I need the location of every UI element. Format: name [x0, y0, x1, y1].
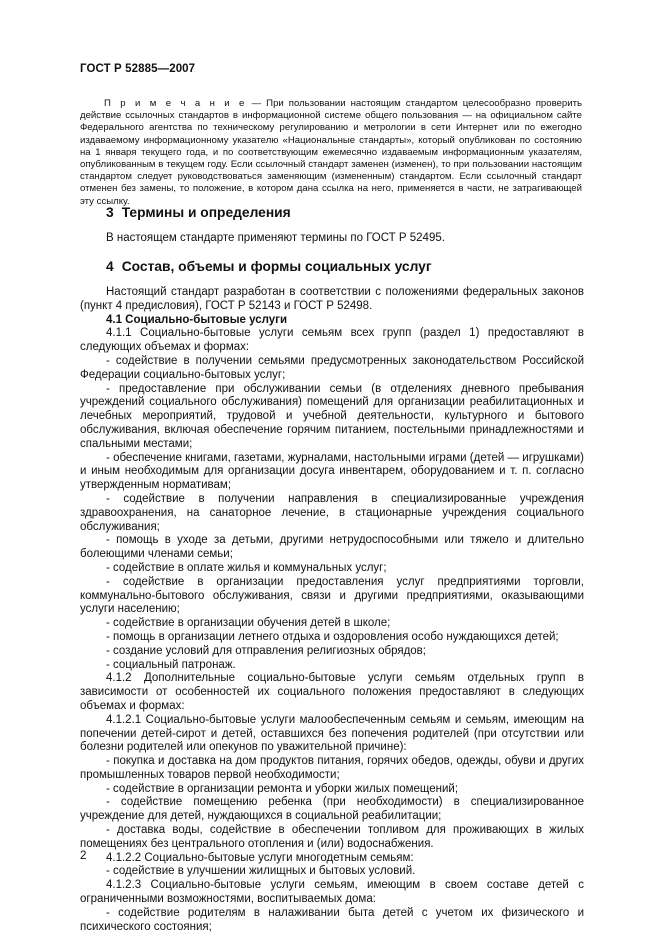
list-item: - предоставление при обслуживании семьи (в отделениях дневного пребывания учреждений социального обслуживания) помещений для организации реабилитационных и лечебных мероприятий, трудовой и учебной деятельности, культурного и бытового обслуживания, включая обеспечение горячим питанием, постельными принадлежностями и спальными местами;	[80, 382, 584, 450]
list-item: - покупка и доставка на дом продуктов питания, горячих обедов, одежды, обуви и других промышленных товаров первой необходимости;	[80, 755, 584, 781]
list-item: - содействие в оплате жилья и коммунальных услуг;	[106, 561, 387, 574]
list-item: - создание условий для отправления религиозных обрядов;	[106, 644, 426, 657]
paragraph: 4.1.2.1 Социально-бытовые услуги малообеспеченным семьям и семьям, имеющим на попечении детей-сирот и детей, оставшихся без попечения родителей (при отсутствии или болезни родителей или опекунов по уважительной причине):	[80, 713, 584, 754]
page-number: 2	[80, 850, 87, 862]
list-item: - содействие в организации предоставления услуг предприятиями торговли, коммунально-бытового обслуживания, связи и другими предприятиями, оказывающими услуги населению;	[80, 575, 584, 616]
section-3-text: В настоящем стандарте применяют термины по ГОСТ Р 52495.	[106, 232, 445, 244]
list-item: - содействие в улучшении жилищных и бытовых условий.	[106, 865, 416, 878]
list-item: - содействие родителям в налаживании быта детей с учетом их физического и психического состояния;	[80, 906, 584, 933]
paragraph: Настоящий стандарт разработан в соответствии с положениями федеральных законов (пункт 4 предисловия), ГОСТ Р 52143 и ГОСТ Р 52498.	[80, 286, 584, 312]
paragraph: 4.1.1 Социально-бытовые услуги семьям всех групп (раздел 1) предоставляют в следующих объемах и формах:	[80, 327, 584, 354]
subsection-4-1-heading: 4.1 Социально-бытовые услуги	[106, 313, 288, 326]
note-prefix: П р и м е ч а н и е	[104, 98, 247, 109]
list-item: - социальный патронаж.	[106, 658, 236, 671]
document-header: ГОСТ Р 52885—2007	[80, 63, 196, 75]
list-item: - помощь в уходе за детьми, другими нетрудоспособными или тяжело и длительно болеющими членами семьи;	[80, 534, 584, 561]
list-item: - помощь в организации летнего отдыха и оздоровления особо нуждающихся детей;	[106, 630, 559, 643]
note-block	[80, 98, 582, 208]
list-item: - содействие помещению ребенка (при необходимости) в специализированное учреждение для детей, нуждающихся в социальной реабилитации;	[80, 796, 584, 823]
list-item: - доставка воды, содействие в обеспечении топливом для проживающих в жилых помещениях без центрального отопления и (или) водоснабжения.	[80, 824, 584, 850]
section-3-title: Термины и определения	[121, 205, 291, 220]
section-4-body	[80, 286, 584, 934]
section-4-number: 4	[106, 259, 114, 274]
list-item: - обеспечение книгами, газетами, журналами, настольными играми (детей — игрушками) и иным необходимым для организации досуга инвентарем, оборудованием и т. п. согласно утвержденным нормативам;	[80, 451, 584, 492]
section-4-title: Состав, объемы и формы социальных услуг	[121, 259, 432, 274]
section-3-number: 3	[106, 205, 114, 220]
paragraph: 4.1.2.2 Социально-бытовые услуги многодетным семьям:	[106, 851, 414, 864]
section-4-heading	[106, 260, 432, 274]
list-item: - содействие в организации обучения детей в школе;	[106, 617, 391, 630]
list-item: - содействие в получении семьями предусмотренных законодательством Российской Федерации социально-бытовых услуг;	[80, 354, 584, 381]
section-3-heading	[106, 206, 291, 220]
paragraph: 4.1.2 Дополнительные социально-бытовые услуги семьям отдельных групп в зависимости от особенностей их социального положения предоставляют в следующих объемах и формах:	[80, 672, 584, 712]
list-item: - содействие в получении направления в специализированные учреждения здравоохранения, на санаторное лечение, в стационарные учреждения социального обслуживания;	[80, 492, 584, 533]
note-text: — При пользовании настоящим стандартом целесообразно проверить действие ссылочных стандартов в информационной системе общего пользования — на официальном сайте Федерального агентства по техническому регулированию и метрологии в сети Интернет или по ежегодно издаваемому информационному указателю «Национальные стандарты», который опубликован по состоянию на 1 января текущего года, и по соответствующим ежемесячно издаваемым информационным указателям, опубликованным в текущем году. Если ссылочный стандарт заменен (изменен), то при пользовании настоящим стандартом следует руководствоваться заменяющим (измененным) стандартом. Если ссылочный стандарт отменен без замены, то положение, в котором дана ссылка на него, применяется в части, не затрагивающей эту ссылку.	[80, 98, 582, 207]
list-item: - содействие в организации ремонта и уборки жилых помещений;	[106, 782, 459, 795]
paragraph: 4.1.2.3 Социально-бытовые услуги семьям, имеющим в своем составе детей с ограниченными возможностями, воспитываемых дома:	[80, 879, 584, 906]
